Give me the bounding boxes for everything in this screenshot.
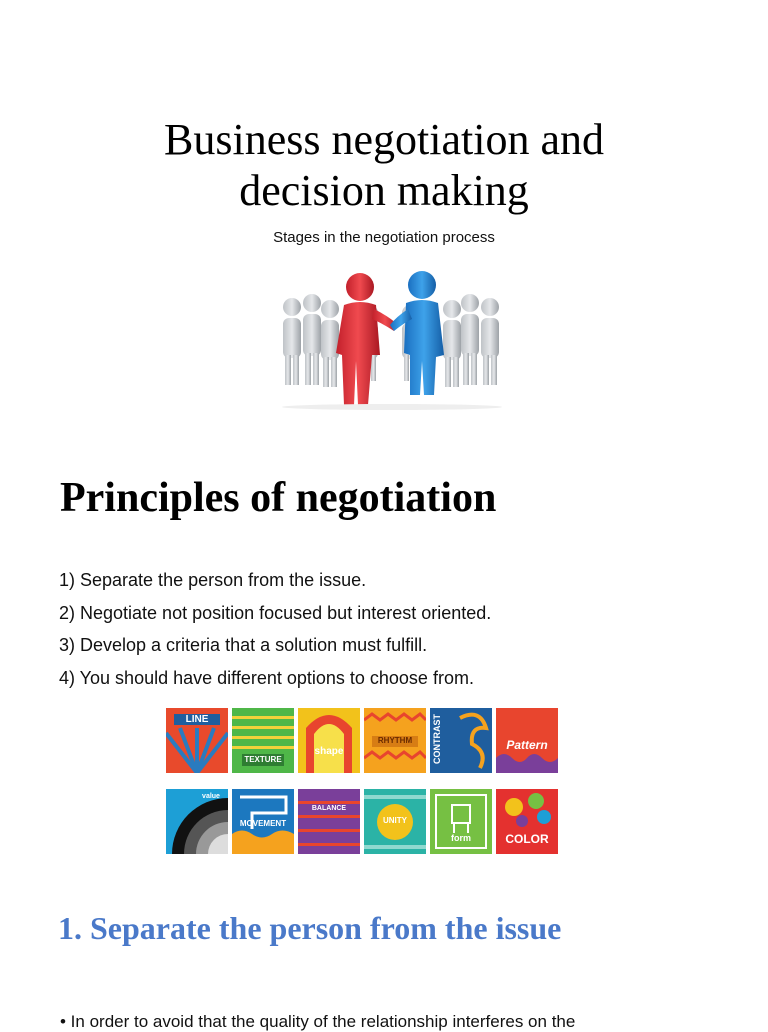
handshake-crowd-icon [270,265,514,410]
section-1-text: • In order to avoid that the quality of the relationship interferes on the [60,1012,576,1031]
poster-pattern-image [496,708,558,773]
poster-shape-image [298,708,360,773]
document-subtitle: Stages in the negotiation process [273,229,495,246]
poster-texture-label: TEXTURE [244,755,282,764]
principles-heading: Principles of negotiation [60,475,497,521]
document-title [0,114,768,216]
title-line-1: Business negotiation and [164,115,604,164]
poster-form-label: form [451,833,471,843]
poster-rhythm-image [364,708,426,773]
poster-contrast-label: CONTRAST [432,714,442,764]
principle-item-1: 1) Separate the person from the issue. [59,570,367,590]
title-line-2: decision making [239,166,529,215]
poster-line-label: LINE [185,714,209,725]
design-elements-poster-grid [166,708,560,854]
principle-item-3: 3) Develop a criteria that a solution must fulfill. [59,635,428,655]
poster-line-image [166,708,228,773]
poster-balance-label: BALANCE [311,805,347,812]
poster-rhythm-label: RHYTHM [377,736,413,745]
principle-item-4: 4) You should have different options to choose from. [59,667,474,688]
poster-form-image [430,789,492,854]
section-1-heading: 1. Separate the person from the issue [58,910,562,946]
poster-movement-label: MOVEMENT [239,819,287,828]
poster-color-label: COLOR [505,832,549,846]
poster-unity-image [364,789,426,854]
poster-color-image [496,789,558,854]
poster-movement-image [232,789,294,854]
poster-value-label: value [202,793,220,800]
poster-balance-image [298,789,360,854]
poster-contrast-image [430,708,492,773]
poster-shape-label: shape [314,746,344,757]
principle-item-2: 2) Negotiate not position focused but interest oriented. [59,602,492,623]
principles-list [59,566,491,696]
poster-unity-label: UNITY [383,816,407,825]
poster-value-image [166,789,228,854]
poster-texture-image [232,708,294,773]
poster-pattern-label: Pattern [506,738,548,752]
